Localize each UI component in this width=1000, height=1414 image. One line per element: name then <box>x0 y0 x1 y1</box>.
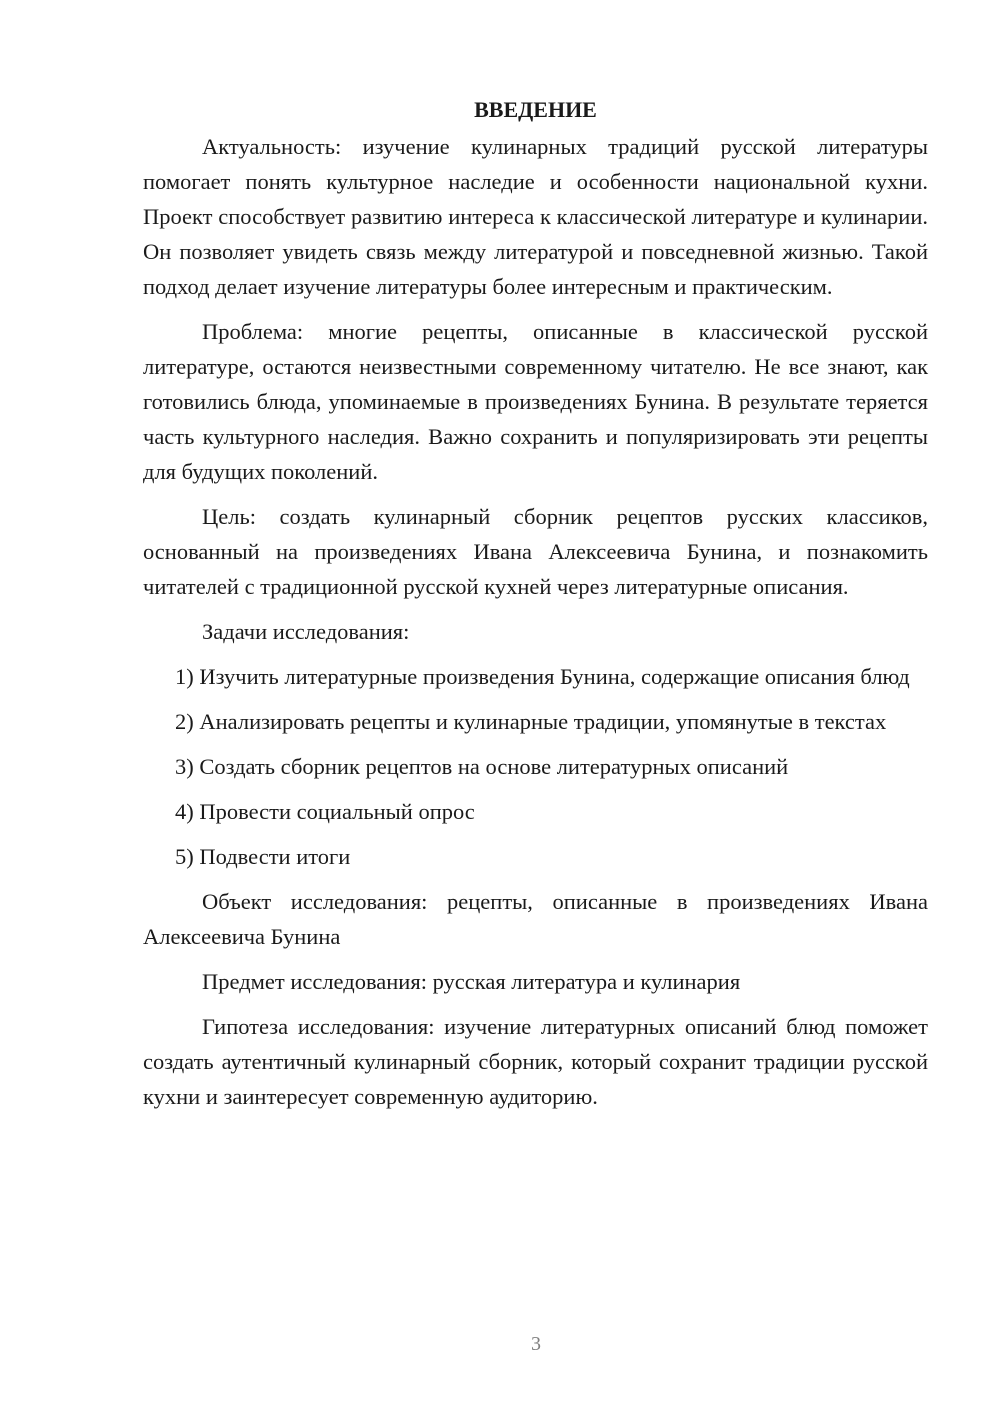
object-paragraph: Объект исследования: рецепты, описанные в произведениях Ивана Алексеевича Бунина <box>143 889 928 949</box>
subject-paragraph: Предмет исследования: русская литература и кулинария <box>202 969 741 994</box>
page-content <box>143 92 928 1124</box>
tasks-list <box>143 659 928 874</box>
relevance-paragraph: Актуальность: изучение кулинарных традиций русской литературы помогает понять культурное наследие и особенности национальной кухни. Проект способствует развитию интереса к классической литературе и кулинарии. Он позволяет увидеть связь между литературой и повседневной жизнью. Такой подход делает изучение литературы более интересным и практическим. <box>143 134 928 299</box>
page-title: ВВЕДЕНИЕ <box>474 97 597 122</box>
page-number: 3 <box>531 1333 541 1355</box>
task-item: 5) Подвести итоги <box>175 844 351 869</box>
goal-paragraph: Цель: создать кулинарный сборник рецептов русских классиков, основанный на произведениях Ивана Алексеевича Бунина, и познакомить читателей с традиционной русской кухней через литературные описания. <box>143 504 928 599</box>
task-item: 4) Провести социальный опрос <box>175 799 475 824</box>
tasks-heading: Задачи исследования: <box>202 619 410 644</box>
task-item: 1) Изучить литературные произведения Бунина, содержащие описания блюд <box>175 664 910 689</box>
task-item: 2) Анализировать рецепты и кулинарные традиции, упомянутые в текстах <box>175 709 887 734</box>
task-item: 3) Создать сборник рецептов на основе литературных описаний <box>175 754 789 779</box>
problem-paragraph: Проблема: многие рецепты, описанные в классической русской литературе, остаются неизвестными современному читателю. Не все знают, как готовились блюда, упоминаемые в произведениях Бунина. В результате теряется часть культурного наследия. Важно сохранить и популяризировать эти рецепты для будущих поколений. <box>143 319 928 484</box>
hypothesis-paragraph: Гипотеза исследования: изучение литературных описаний блюд поможет создать аутентичный кулинарный сборник, который сохранит традиции русской кухни и заинтересует современную аудиторию. <box>143 1014 928 1109</box>
